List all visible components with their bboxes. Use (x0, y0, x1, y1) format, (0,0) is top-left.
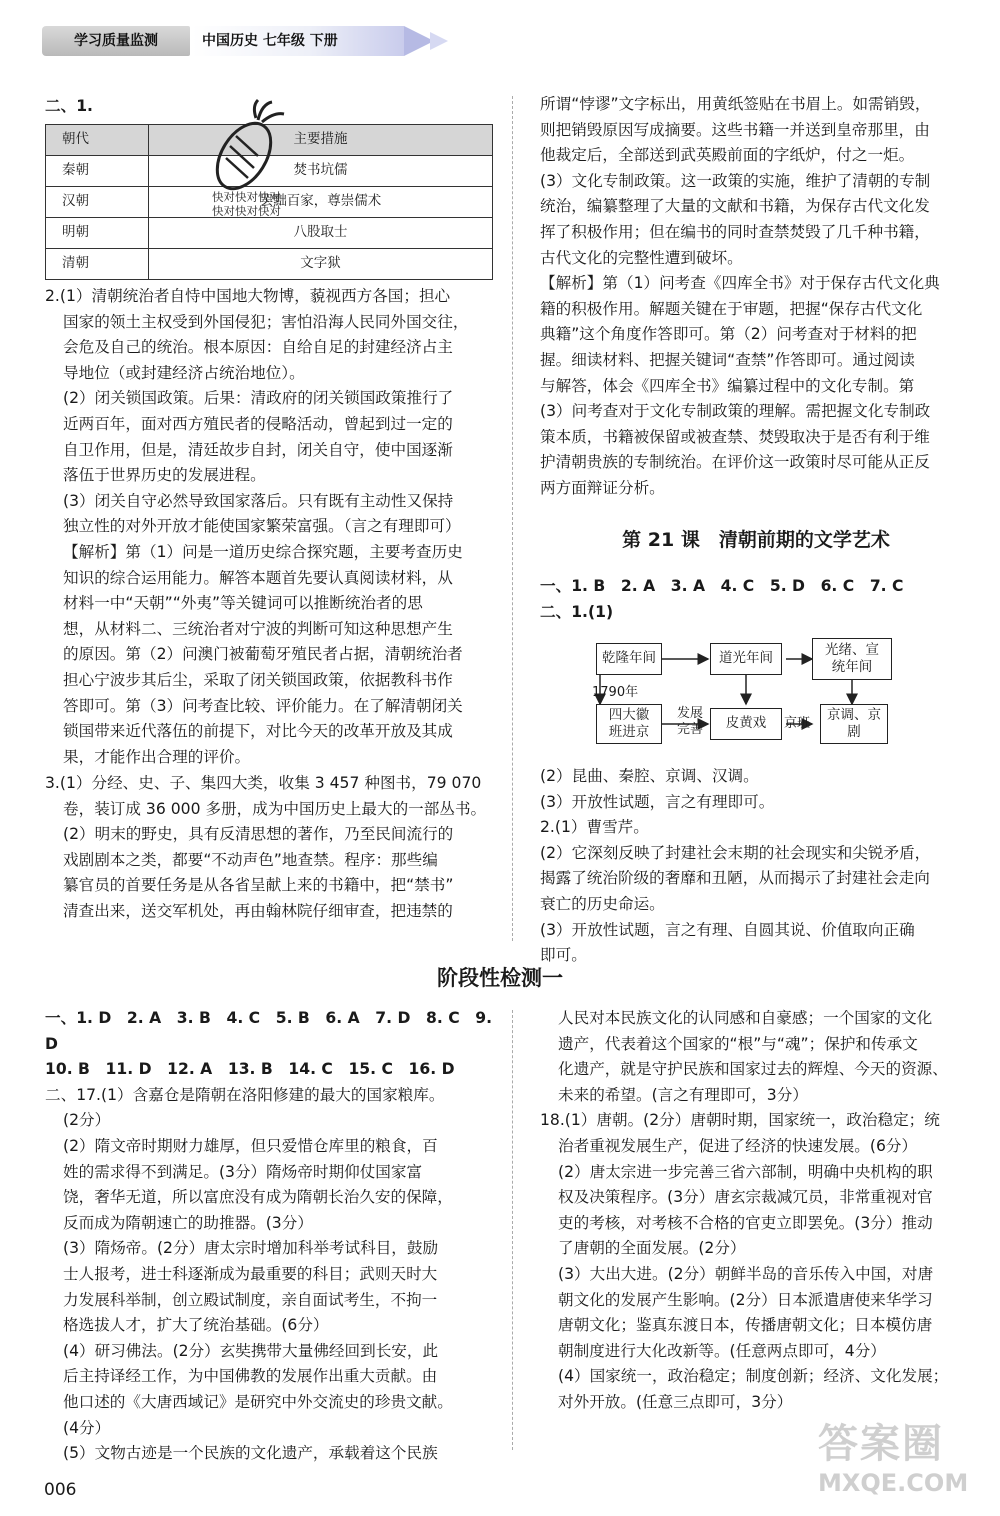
answer-line: (2）昆曲、秦腔、京调、汉调。 (540, 767, 759, 785)
analysis-line: 想，从材料二、三统治者对宁波的判断可知这种思想产生 (63, 619, 453, 638)
answer-line: 则把销毁原因写成摘要。这些书籍一并送到皇帝那里，由 (540, 120, 930, 139)
flow-box-jingju: 京调、京剧 (820, 704, 888, 744)
answer-line: 人民对本民族文化的认同感和自豪感；一个国家的文化 (558, 1009, 933, 1027)
subject-info: 中国历史 七年级 下册 (192, 26, 404, 56)
answer-line: (2）它深刻反映了封建社会末期的社会现实和尖锐矛盾， (540, 843, 931, 862)
watermark-url: MXQE.COM (818, 1469, 969, 1497)
table-cell: 八股取士 (149, 218, 493, 249)
answer-line: 权及决策程序。(3分）唐玄宗裁减冗员，非常重视对官 (558, 1188, 933, 1207)
analysis-line: 籍的积极作用。解题关键在于审题，把握“保存古代文化 (540, 299, 923, 318)
choice-answers: 一、1. D 2. A 3. B 4. C 5. B 6. A 7. D 8. C 9. D (45, 1009, 493, 1053)
answer-line: 反而成为隋朝速亡的助推器。(3分） (63, 1213, 313, 1232)
answer-line: 独立性的对外开放才能使国家繁荣富强。（言之有理即可） (63, 517, 461, 536)
answer-line: 统治，编纂整理了大量的文献和书籍，为保存古代文化发 (540, 197, 930, 216)
answer-line: (3）开放性试题，言之有理、自圆其说、价值取向正确 (540, 920, 915, 939)
analysis-line: 【解析】第（1）问是一道历史综合探究题，主要考查历史 (63, 542, 463, 561)
answer-line: 卷，装订成 36 000 多册，成为中国历史上最大的一部丛书。 (63, 799, 487, 818)
analysis-line: 典籍”这个角度作答即可。第（2）问考查对于材料的把 (540, 325, 917, 344)
section-label: 二、1. (45, 97, 93, 115)
watermark-text: 答案圈 (818, 1421, 944, 1467)
analysis-line: 答即可。第（3）问考查比较、评价能力。在了解清朝闭关 (63, 696, 463, 715)
choice-answers: 10. B 11. D 12. A 13. B 14. C 15. C 16. D (45, 1060, 455, 1079)
table-cell: 焚书坑儒 (149, 156, 493, 187)
flow-box-daoguang: 道光年间 (710, 643, 782, 675)
answer-line: 戏剧剧本之类，都要“不动声色”地查禁。程序：那些编 (63, 850, 438, 869)
analysis-line: 担心宁波步其后尘，采取了闭关锁国政策，依据教科书作 (63, 670, 453, 689)
answer-line: 挥了积极作用；但在编书的同时查禁焚毁了几千种书籍， (540, 222, 930, 241)
answer-line: 2.(1）清朝统治者自恃中国地大物博，藐视西方各国；担心 (45, 287, 451, 305)
answer-line: (4）国家统一，政治稳定；制度创新；经济、文化发展； (558, 1367, 949, 1386)
table-cell: 汉朝 (46, 187, 149, 218)
table-cell: 明朝 (46, 218, 149, 249)
analysis-line: 的原因。第（2）问澳门被葡萄牙殖民者占据，清朝统治者 (63, 645, 463, 664)
question-2-answer (45, 284, 493, 770)
answer-line: 格选拔人才，扩大了统治基础。(6分） (63, 1316, 329, 1335)
answer-line: (4分） (63, 1418, 111, 1437)
answer-line: 3.(1）分经、史、子、集四大类，收集 3 457 种图书，79 070 (45, 774, 482, 792)
carrot-stamp-icon (200, 98, 290, 198)
answer-line: 后主持译经工作，为中国佛教的发展作出重大贡献。由 (63, 1367, 438, 1386)
answer-line: 唐朝文化；鉴真东渡日本，传播唐朝文化；日本模仿唐 (558, 1316, 933, 1335)
table-cell: 清朝 (46, 249, 149, 280)
answer-line: 了唐朝的全面发展。(2分） (558, 1239, 746, 1258)
flow-box-guangxu: 光绪、宣统年间 (812, 638, 892, 680)
answer-line: 未来的希望。(言之有理即可，3分） (558, 1085, 808, 1104)
analysis-line: 果，才能作出合理的评价。 (63, 747, 251, 766)
answer-line: (3）开放性试题，言之有理即可。 (540, 792, 775, 811)
flow-label-jingban: 京班 (784, 716, 811, 731)
page-header (42, 26, 462, 58)
answer-line: 导地位（或封建经济占统治地位）。 (63, 363, 305, 382)
answer-line: 所谓“悖谬”文字标出，用黄纸签贴在书眉上。如需销毁， (540, 95, 931, 113)
answer-line: 国家的领土主权受到外国侵犯；害怕沿海人民同外国交往， (63, 312, 469, 331)
flow-box-qianlong: 乾隆年间 (596, 643, 662, 675)
flow-box-four-troupes: 四大徽班进京 (596, 704, 662, 744)
stamp-text (212, 190, 281, 218)
answer-line: 朝文化的发展产生影响。(2分）日本派遣唐使来华学习 (558, 1290, 933, 1309)
analysis-line: 知识的综合运用能力。解答本题首先要认真阅读材料，从 (63, 568, 453, 587)
answer-line: (3）文化专制政策。这一政策的实施，维护了清朝的专制 (540, 171, 931, 190)
column-divider (512, 1010, 513, 1450)
table-cell: 文字狱 (149, 249, 493, 280)
answer-line: 清查出来，送交军机处，再由翰林院仔细审查，把违禁的 (63, 901, 453, 920)
analysis-line: 握。细读材料、把握关键词“查禁”作答即可。通过阅读 (540, 350, 915, 369)
answer-line: 他裁定后，全部送到武英殿前面的字纸炉，付之一炬。 (540, 146, 915, 165)
analysis-line: 护清朝贵族的专制统治。在评价这一政策时尽可能从正反 (540, 453, 930, 472)
answer-line: (3）大出大进。(2分）朝鲜半岛的音乐传入中国，对唐 (558, 1264, 934, 1283)
answer-line: (2）闭关锁国政策。后果：清政府的闭关锁国政策推行了 (63, 389, 454, 408)
lesson-21-answers (540, 574, 972, 625)
answer-line: 衰亡的历史命运。 (540, 894, 665, 913)
analysis-line: 锁国带来近代落伍的前提下，对比今天的改革开放及其成 (63, 722, 453, 741)
answer-line: 饶，奢华无道，所以富庶没有成为隋朝长治久安的保障， (63, 1188, 453, 1207)
lesson-21-more-answers (540, 764, 972, 969)
answer-line: (2）隋文帝时期财力雄厚，但只爱惜仓库里的粮食，百 (63, 1136, 438, 1155)
table-cell: 罢黜百家，尊崇儒术 (149, 187, 493, 218)
answer-line: (5）文物古迹是一个民族的文化遗产，承载着这个民族 (63, 1444, 438, 1463)
flow-label-develop: 发展完善 (676, 706, 703, 737)
answer-line: 纂官员的首要任务是从各省呈献上来的书籍中，把“禁书” (63, 876, 454, 895)
answer-line: 姓的需求得不到满足。(3分）隋炀帝时期仰仗国家富 (63, 1162, 423, 1181)
answer-line: 近两百年，面对西方殖民者的侵略活动，曾起到过一定的 (63, 414, 453, 433)
answer-line: 即可。 (540, 946, 587, 965)
table-header-cell: 主要措施 (149, 125, 493, 156)
answer-line: (3）隋炀帝。(2分）唐太宗时增加科举考试科目，鼓励 (63, 1239, 439, 1258)
answer-line: 古代文化的完整性遭到破坏。 (540, 248, 743, 267)
flow-label-year: 1790年 (592, 685, 639, 700)
sub-question-label: 二、1.(1) (540, 602, 614, 621)
answer-line: 2.(1）曹雪芹。 (540, 818, 649, 837)
header-arrow-decoration-2 (430, 32, 448, 50)
answer-line: 对外开放。(任意三点即可，3分） (558, 1392, 793, 1411)
analysis-line: 两方面辩证分析。 (540, 478, 665, 497)
answer-line: 遗产，代表着这个国家的“根”与“魂”；保护和传承文 (558, 1034, 918, 1053)
analysis-line: 策本质，书籍被保留或被查禁、焚毁取决于是否有利于维 (540, 427, 930, 446)
table-row (46, 218, 493, 249)
answer-line: (2）唐太宗进一步完善三省六部制，明确中央机构的职 (558, 1162, 933, 1181)
answer-line: 会危及自己的统治。根本原因：自给自足的封建经济占主 (63, 338, 453, 357)
choice-answers: 一、1. B 2. A 3. A 4. C 5. D 6. C 7. C (540, 577, 904, 595)
answer-line: 他口述的《大唐西域记》是研究中外交流史的珍贵文献。 (63, 1392, 453, 1411)
stage-test-title: 阶段性检测一 (437, 966, 563, 990)
flow-box-pihuang: 皮黄戏 (710, 708, 782, 740)
series-title: 学习质量监测 (42, 26, 190, 56)
answer-line: 治者重视发展生产，促进了经济的快速发展。(6分） (558, 1136, 918, 1155)
column-divider (512, 96, 513, 941)
answer-line: 吏的考核，对考核不合格的官吏立即罢免。(3分）推动 (558, 1213, 933, 1232)
answer-line: 二、17.(1）含嘉仓是隋朝在洛阳修建的最大的国家粮库。 (45, 1085, 445, 1104)
question-3-answer (45, 771, 493, 925)
table-cell: 秦朝 (46, 156, 149, 187)
answer-line: 力发展科举制，创立殿试制度，亲自面试考生，不拘一 (63, 1290, 438, 1309)
table-header-cell: 朝代 (46, 125, 149, 156)
table-row (46, 249, 493, 280)
watermark (818, 1420, 968, 1498)
answer-line: 18.(1）唐朝。(2分）唐朝时期，国家统一，政治稳定；统 (540, 1111, 940, 1130)
answer-line: 落伍于世界历史的发展进程。 (63, 466, 266, 485)
answer-line: (4）研习佛法。(2分）玄奘携带大量佛经回到长安，此 (63, 1341, 439, 1360)
stamp-text-line: 快对快对快对 (212, 204, 281, 218)
answer-line: 揭露了统治阶级的奢靡和丑陋，从而揭示了封建社会走向 (540, 869, 930, 888)
analysis-line: 材料一中“天朝”“外夷”等关键词可以推断统治者的思 (63, 594, 423, 613)
answer-line: 自卫作用，但是，清廷故步自封，闭关自守，使中国逐渐 (63, 440, 453, 459)
page-number: 006 (44, 1480, 77, 1500)
answer-line: (2分） (63, 1111, 111, 1130)
answer-line: (3）闭关自守必然导致国家落后。只有既有主动性又保持 (63, 491, 454, 510)
stage-test-left (45, 1006, 493, 1467)
analysis-line: 与解答，体会《四库全书》编纂过程中的文化专制。第 (540, 376, 915, 395)
question-3-continued (540, 92, 972, 502)
answer-line: 士人报考，进士科逐渐成为最重要的科目；武则天时大 (63, 1264, 438, 1283)
stamp-text-line: 快对快对快对 (212, 190, 281, 204)
analysis-line: 【解析】第（1）问考查《四库全书》对于保存古代文化典 (540, 274, 940, 293)
analysis-line: (3）问考查对于文化专制政策的理解。需把握文化专制政 (540, 402, 931, 421)
answer-line: 朝制度进行大化改新等。(任意两点即可，4分） (558, 1341, 886, 1360)
answer-line: 化遗产，就是守护民族和国家过去的辉煌、今天的资源、 (558, 1060, 948, 1079)
answer-line: (2）明末的野史，具有反清思想的著作，乃至民间流行的 (63, 825, 454, 844)
lesson-21-title: 第 21 课 清朝前期的文学艺术 (622, 529, 890, 551)
stage-test-right (540, 1006, 972, 1416)
